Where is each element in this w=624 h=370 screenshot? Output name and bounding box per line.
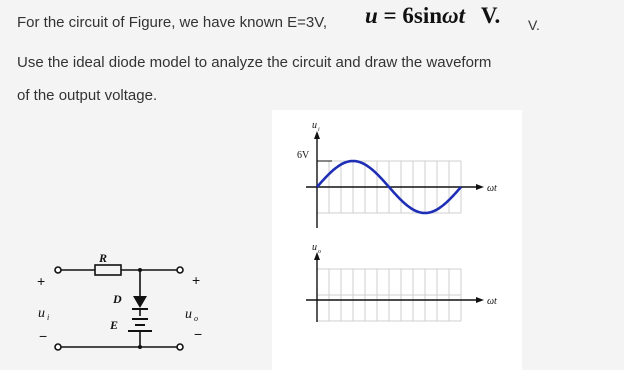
input-axis-sub: i bbox=[318, 127, 320, 133]
equation-unit: V. bbox=[480, 3, 501, 28]
output-voltage-label: u bbox=[185, 307, 192, 322]
input-voltage-sub: i bbox=[47, 313, 50, 322]
problem-line-1: For the circuit of Figure, we have known E=3V, bbox=[17, 14, 328, 31]
output-plus: + bbox=[192, 272, 201, 288]
output-axis-label: u bbox=[312, 242, 317, 253]
equation-lhs: u bbox=[365, 3, 378, 28]
resistor-label: R bbox=[99, 251, 108, 265]
input-minus: − bbox=[39, 328, 48, 344]
diode-label: D bbox=[113, 292, 122, 306]
resistor bbox=[95, 265, 121, 275]
output-voltage-sub: o bbox=[194, 314, 198, 323]
output-time-label: ωt bbox=[487, 296, 497, 307]
problem-line-3: of the output voltage. bbox=[17, 87, 158, 104]
output-axis-sub: o bbox=[318, 249, 321, 255]
input-plus: + bbox=[37, 273, 46, 289]
output-minus: − bbox=[194, 326, 203, 342]
equation-rhs: 6sin bbox=[402, 3, 443, 28]
equation-equals: = bbox=[383, 3, 397, 28]
amplitude-label: 6V bbox=[297, 150, 310, 161]
input-voltage-label: u bbox=[38, 306, 45, 321]
diode-symbol bbox=[133, 296, 147, 308]
problem-line-1-tail: V. bbox=[528, 17, 540, 33]
input-time-label: ωt bbox=[487, 183, 497, 194]
source-label: E bbox=[110, 318, 119, 332]
circuit-diagram bbox=[55, 265, 183, 350]
problem-line-2: Use the ideal diode model to analyze the circuit and draw the waveform bbox=[17, 54, 492, 71]
input-axis-label: u bbox=[312, 120, 317, 131]
figure-panel bbox=[272, 110, 522, 370]
equation-omega: ωt bbox=[442, 3, 466, 28]
